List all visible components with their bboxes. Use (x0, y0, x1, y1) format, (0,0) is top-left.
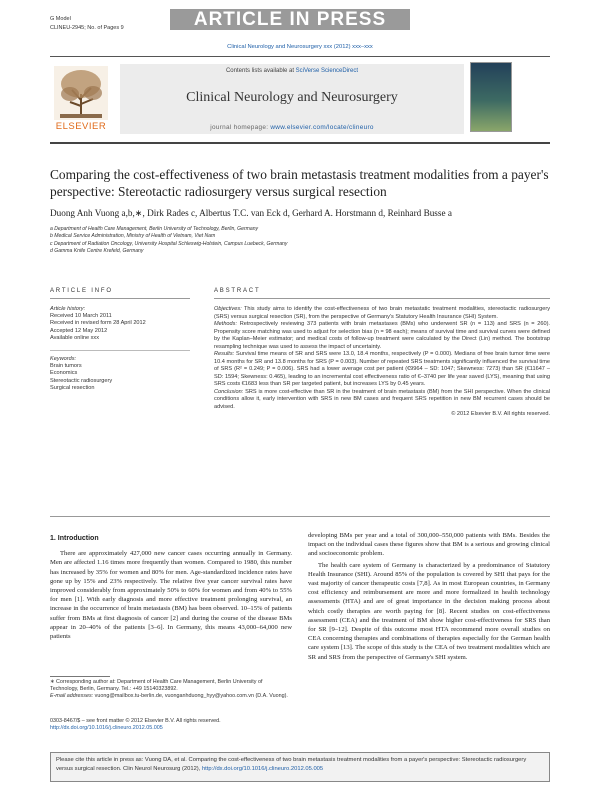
manuscript-code: G Model CLINEU-2945; No. of Pages 9 (50, 16, 124, 31)
sciencedirect-link[interactable]: SciVerse ScienceDirect (295, 68, 359, 74)
abstract-heading: ABSTRACT (214, 288, 261, 294)
journal-cover-image (470, 62, 512, 132)
citation-box: Please cite this article in press as: Vuong DA, et al. Comparing the cost-effectiveness of two brain metastasis treatment modalities from a payer's perspective: Stereotactic radiosurgery versus surgical resection. Clin Neurol Neurosurg (2012), http://dx.doi.org/10.1016/j.clineuro.2012.05.005 (50, 752, 550, 782)
abstract-divider (214, 298, 550, 299)
affiliations: a Department of Health Care Management, Berlin University of Technology, Berlin, Germany b Medical Service Administration, Ministry of Health of Vietnam, Viet Nam c Department of Radiation Oncology, University Hospital Schleswig-Holstein, Campus Luebeck, Germany d Gamma Knife Centre Krefeld, Germany (50, 226, 288, 254)
journal-homepage: journal homepage: www.elsevier.com/locate/clineuro (210, 124, 374, 131)
intro-paragraph-1: There are approximately 427,000 new cancer cases occurring annually in Germany. Men are affected 1.16 times more frequently than women. Compared to 1980, this number has increased by 35% for women and 80% for men. Age-standardized incidence rates have gone up by 15% and 23% respectively. The relative five year cancer survival rates have improved considerably from approximately 50% to 60% for women and from 40% to 55% for men [1]. With early diagnosis and more effective treatment prolonging survival, an increase in the occurrence of brain metastasis (BM) has been observed. 10–15% of patients suffer from BMs at first diagnosis of cancer [2] and during the course of the disease BMs appear in 20–40% of the patients [3–6]. In Germany, this means 43,000–64,000 new patients (50, 550, 292, 641)
header-divider (50, 56, 550, 57)
homepage-link[interactable]: www.elsevier.com/locate/clineuro (270, 124, 374, 131)
banner-divider (50, 142, 550, 144)
introduction-heading: 1. Introduction (50, 535, 99, 542)
intro-paragraph-2: The health care system of Germany is characterized by a predominance of Statutory Health Insurance (SHI). Around 85% of the population is covered by SHI that pays for the vast majority of cancer therapeutic costs [7,8]. As in most European countries, in Germany cost efficiency and reimbursement are more and more formalized in health technology assessments (HTA) and are of great importance in the decision making process about which costly therapies are worth paying for [8]. Recent studies on cost-effectiveness assessment (CEA) and the treatment of BM show higher cost-effectiveness for SRS than for SR [9–12]. Despite of this outcome most HTA recommend more overall studies on CEA concerning therapies and combinations of therapies especially for the German health care system [13]. The scope of this study is the CEA of two treatment modalities which are SR and SRS from the perspective of Germany's SHI system. (308, 561, 550, 661)
article-info-divider (50, 298, 190, 299)
abstract-end-divider (50, 516, 550, 517)
doi-link[interactable]: http://dx.doi.org/10.1016/j.clineuro.2012.05.005 (50, 725, 163, 732)
left-column (50, 534, 292, 641)
intro-paragraph-1-cont: developing BMs per year and a total of 300,000–550,000 patients with BMs. Besides the impact on the individual cases these figures show that BM is a serious and growing clinical and socioeconomic problem. (308, 532, 550, 558)
footnote-divider (50, 676, 110, 677)
publisher-name: ELSEVIER (55, 121, 107, 132)
keywords-divider (50, 350, 190, 351)
abstract-text: Objectives: This study aims to identify the cost-effectiveness of two brain metastatic treatment modalities, stereotactic radiosurgery (SRS) versus surgical resection (SR), from the perspective of Germany's Statutory Health Insurance (SHI) System. Methods: Retrospectively reviewing 373 patients with brain metastases (BMs) who underwent SR (n = 113) and SRS (n = 260). Propensity score matching was used to adjust for selection bias (n = 98 each); means of survival time and survival curves were defined by the Kaplan–Meier estimator; and medical costs of follow-up treatment were calculated by the Direct (Lin) method. The bootstrap resampling technique was used to assess the impact of uncertainty. Results: Survival time means of SR and SRS were 13.0, 18.4 months, respectively (P = 0.000). Medians of free brain tumor time were 10.4 months for SR and 13.8 months for SRS (P = 0.003). Number of repeated SRS treatments significantly influenced the survival time of SRS (R² = 0.249; P = 0.006). SRS had a lower average cost per patient (€9964 – SD: 1047; Skewness: 7273) than SR (€11647 – SD: 1594; Skewness: 0.465), leading to an incremental cost effectiveness ratio of €–3740 per life year saved (LYS), meaning that using SRS costs €1683 less than SR per targeted patient, but increases LYS by 0.45 years. Conclusion: SRS is more cost-effective than SR in the treatment of brain metastasis (BM) from the SHI perspective. When the clinical conditions allow it, early intervention with SRS in new BM cases and frequent SRS repetition in new BM recurrent cases should be advised. © 2012 Elsevier B.V. All rights reserved. (214, 306, 550, 417)
article-info-heading: ARTICLE INFO (50, 288, 113, 294)
elsevier-logo (50, 64, 112, 134)
copyright: © 2012 Elsevier B.V. All rights reserved. (451, 411, 550, 417)
journal-title: Clinical Neurology and Neurosurgery (186, 90, 398, 105)
journal-reference-link[interactable]: Clinical Neurology and Neurosurgery xxx (2012) xxx–xxx (227, 44, 373, 50)
keywords: Keywords: Brain tumors Economics Stereotactic radiosurgery Surgical resection (50, 356, 113, 391)
corresponding-author-note: ∗ Corresponding author at: Department of Health Care Management, Berlin University of Technology, Berlin, Germany. Tel.: +49 15140323892. E-mail addresses: vuong@mailbox.tu-berlin.de, vuonganhduong_hyy@yahoo.com.vn (D.A. Vuong). (50, 679, 288, 700)
author-list: Duong Anh Vuong a,b,∗, Dirk Rades c, Albertus T.C. van Eck d, Gerhard A. Horstmann d, Reinhard Busse a (50, 208, 452, 218)
citation-doi-link[interactable]: http://dx.doi.org/10.1016/j.clineuro.2012.05.005 (201, 766, 324, 772)
contents-line: Contents lists available at SciVerse ScienceDirect (225, 68, 359, 74)
article-title: Comparing the cost-effectiveness of two brain metastasis treatment modalities from a payer's perspective: Stereotactic radiosurgery versus surgical resection (50, 167, 549, 199)
article-history: Article history: Received 10 March 2011 Received in revised form 28 April 2012 Accepted 12 May 2012 Available online xxx (50, 306, 146, 341)
issn-line: 0303-8467/$ – see front matter © 2012 Elsevier B.V. All rights reserved. http://dx.doi.org/10.1016/j.clineuro.2012.05.005 (50, 718, 292, 732)
right-column (308, 531, 550, 662)
article-in-press-badge: ARTICLE IN PRESS (170, 9, 410, 30)
